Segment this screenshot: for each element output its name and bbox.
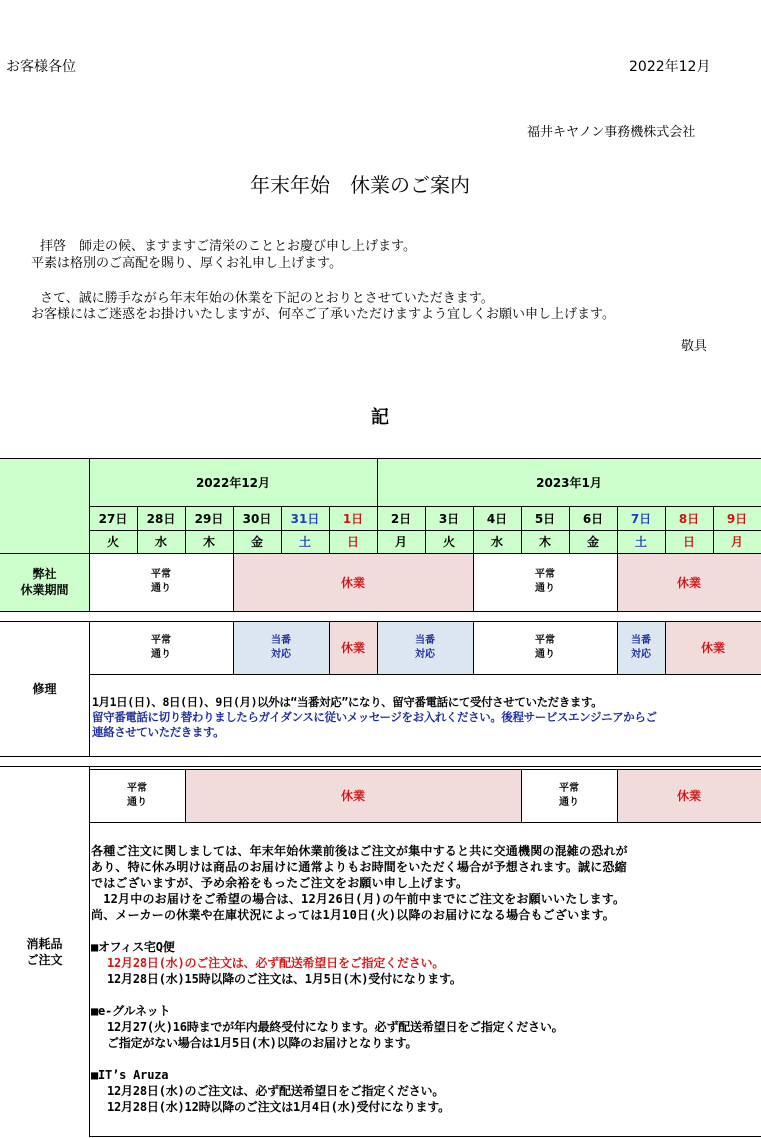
office-q-line-2: 12月28日(水)15時以降のご注文は、1月5日(木)受付になります。 bbox=[107, 972, 462, 986]
weekday-cell: 日 bbox=[682, 535, 695, 549]
day-number-cell: 27日 bbox=[98, 511, 128, 526]
supply-label-1: 消耗品 bbox=[26, 936, 63, 951]
weekday-cell: 月 bbox=[730, 535, 743, 549]
duty-text: 対応 bbox=[271, 648, 291, 660]
weekday-cell: 木 bbox=[202, 535, 215, 549]
supply-para-5: 尚、メーカーの休業や在庫状況によっては1月10日(火)以降のお届けになる場合もございます。 bbox=[91, 908, 615, 922]
office-q-line-1: 12月28日(水)のご注文は、必ず配送希望日をご指定ください。 bbox=[107, 956, 445, 970]
ki-heading: 記 bbox=[371, 407, 389, 428]
repair-note-3: 連絡させていただきます。 bbox=[92, 725, 225, 739]
supply-para-4: 12月中のお届けをご希望の場合は、12月26日(月)の午前中までにご注文をお願いいたします。 bbox=[91, 892, 626, 906]
day-number-cell: 31日 bbox=[290, 511, 320, 526]
egurunet-line-2: ご指定がない場合は1月5日(木)以降のお届けとなります。 bbox=[107, 1036, 418, 1050]
supply-closed-1: 休業 bbox=[340, 789, 365, 803]
closing: 敬具 bbox=[681, 339, 708, 354]
letter-line-3: さて、誠に勝手ながら年末年始の休業を下記のとおりとさせていただきます。 bbox=[40, 291, 494, 306]
normal-text: 通り bbox=[151, 583, 171, 594]
duty-text: 対応 bbox=[631, 648, 651, 660]
day-number-cell: 2日 bbox=[390, 511, 412, 526]
repair-closed-1: 休業 bbox=[340, 641, 365, 655]
supply-normal-2 bbox=[521, 769, 617, 822]
day-number-cell: 3日 bbox=[438, 511, 460, 526]
repair-normal-1 bbox=[89, 621, 233, 674]
egurunet-heading: ■e-グルネット bbox=[91, 1004, 171, 1018]
normal-text: 通り bbox=[151, 648, 171, 660]
day-number-cell: 29日 bbox=[194, 511, 224, 526]
letter-line-4: お客様にはご迷惑をお掛けいたしますが、何卒ご了承いただけますよう宜しくお願い申し上げます。 bbox=[31, 307, 615, 322]
month-header-2023-01: 2023年1月 bbox=[536, 475, 602, 490]
itsaruza-line-2: 12月28日(水)12時以降のご注文は1月4日(水)受付になります。 bbox=[107, 1100, 450, 1114]
day-number-cell: 28日 bbox=[146, 511, 176, 526]
day-number-cell: 9日 bbox=[726, 511, 748, 526]
duty-text: 対応 bbox=[415, 648, 435, 660]
day-number-cell: 30日 bbox=[242, 511, 272, 526]
normal-text: 平常 bbox=[151, 569, 171, 580]
repair-note-2: 留守番電話に切り替わりましたらガイダンスに従いメッセージをお入れください。後程サービスエンジニアからご bbox=[92, 710, 657, 724]
page-title: 年末年始 休業のご案内 bbox=[250, 173, 470, 197]
day-number-cell: 1日 bbox=[342, 511, 364, 526]
day-number-cell: 6日 bbox=[582, 511, 604, 526]
holiday-period-label-1: 弊社 bbox=[32, 567, 57, 581]
weekday-cell: 日 bbox=[346, 535, 359, 549]
recipient: お客様各位 bbox=[6, 59, 76, 75]
document-date: 2022年12月 bbox=[629, 59, 711, 75]
weekday-cell: 火 bbox=[106, 535, 119, 549]
normal-text: 平常 bbox=[535, 634, 555, 646]
normal-text: 通り bbox=[535, 648, 555, 660]
weekday-cell: 火 bbox=[442, 535, 455, 549]
office-q-heading: ■オフィス宅Q便 bbox=[91, 940, 175, 954]
normal-text: 平常 bbox=[535, 569, 555, 580]
day-number-cell: 8日 bbox=[678, 511, 700, 526]
supply-para-3: ではございますが、予め余裕をもったご注文をお願い申し上げます。 bbox=[91, 876, 469, 890]
day-number-cell: 5日 bbox=[534, 511, 556, 526]
repair-duty-1 bbox=[233, 621, 329, 674]
supply-para-1: 各種ご注文に関しましては、年末年始休業前後はご注文が集中すると共に交通機関の混雑の恐れが bbox=[91, 844, 628, 858]
normal-text: 平常 bbox=[127, 782, 147, 794]
repair-closed-2: 休業 bbox=[700, 641, 725, 655]
itsaruza-heading: ■IT’s Aruza bbox=[91, 1068, 169, 1082]
weekday-cell: 月 bbox=[394, 535, 407, 549]
repair-duty-2 bbox=[377, 621, 473, 674]
holiday-normal-2 bbox=[473, 553, 617, 611]
weekday-cell: 土 bbox=[298, 535, 311, 549]
weekday-cell: 金 bbox=[586, 535, 599, 549]
supply-normal-1 bbox=[89, 769, 185, 822]
supply-label-2: ご注文 bbox=[26, 952, 63, 967]
duty-text: 当番 bbox=[631, 634, 651, 646]
holiday-closed-1: 休業 bbox=[340, 575, 365, 590]
supply-para-2: あり、特に休み明けは商品のお届けに通常よりもお時間をいただく場合が予想されます。誠に恐縮 bbox=[91, 860, 627, 874]
repair-duty-3 bbox=[617, 621, 665, 674]
weekday-cell: 土 bbox=[634, 535, 647, 549]
day-number-cell: 7日 bbox=[630, 511, 652, 526]
repair-note-1: 1月1日(日)、8日(日)、9日(月)以外は“当番対応”になり、留守番電話にて受付させていただきます。 bbox=[92, 695, 603, 709]
duty-text: 当番 bbox=[415, 634, 435, 646]
holiday-normal-1 bbox=[89, 553, 233, 611]
supply-label bbox=[0, 766, 89, 1137]
weekday-cell: 水 bbox=[154, 535, 167, 549]
month-header-2022-12: 2022年12月 bbox=[195, 475, 271, 490]
repair-normal-2 bbox=[473, 621, 617, 674]
duty-text: 当番 bbox=[271, 634, 291, 646]
normal-text: 平常 bbox=[151, 634, 171, 646]
repair-label: 修理 bbox=[32, 682, 57, 696]
day-number-cell: 4日 bbox=[486, 511, 508, 526]
holiday-period-label-2: 休業期間 bbox=[20, 583, 69, 597]
normal-text: 通り bbox=[535, 583, 555, 594]
letter-line-2: 平素は格別のご高配を賜り、厚くお礼申し上げます。 bbox=[31, 256, 342, 271]
weekday-cell: 金 bbox=[250, 535, 263, 549]
weekday-cell: 木 bbox=[538, 535, 551, 549]
itsaruza-line-1: 12月28日(水)のご注文は、必ず配送希望日をご指定ください。 bbox=[107, 1084, 445, 1098]
normal-text: 平常 bbox=[559, 782, 579, 794]
weekday-cell: 水 bbox=[490, 535, 503, 549]
egurunet-line-1: 12月27(火)16時までが年内最終受付になります。必ず配送希望日をご指定ください。 bbox=[107, 1020, 564, 1034]
normal-text: 通り bbox=[559, 796, 579, 808]
holiday-closed-2: 休業 bbox=[676, 575, 701, 590]
letter-line-1: 拝啓 師走の候、ますますご清栄のこととお慶び申し上げます。 bbox=[40, 239, 416, 254]
normal-text: 通り bbox=[127, 796, 147, 808]
holiday-period-label bbox=[0, 553, 89, 611]
supply-closed-2: 休業 bbox=[676, 789, 701, 803]
company-name: 福井キヤノン事務機株式会社 bbox=[527, 125, 696, 140]
